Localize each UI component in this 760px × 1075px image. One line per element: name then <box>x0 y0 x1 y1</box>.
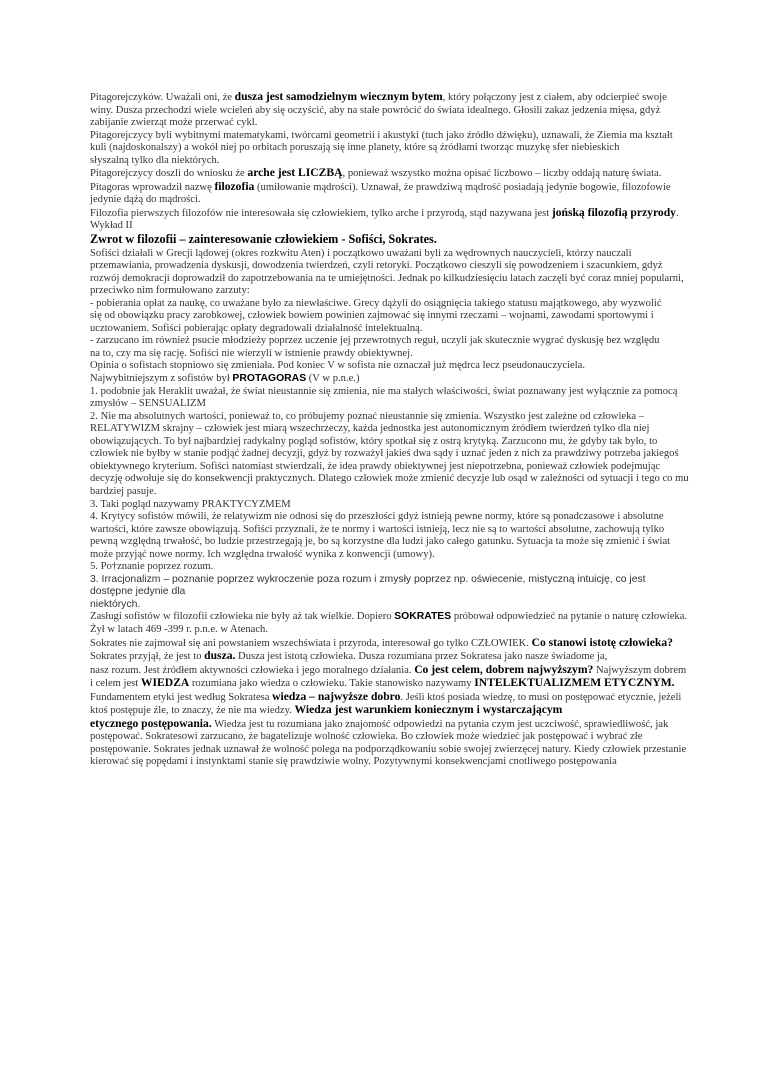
bold-term-ethical-intellectualism: INTELEKTUALIZMEM ETYCZNYM. <box>474 676 675 690</box>
text-run: (umiłowanie mądrości). Uznawał, że prawdziwą mądrość posiadają jedynie bogowie, filozofowie <box>254 181 671 193</box>
paragraph-philosophy-name <box>90 181 690 207</box>
text-run: niektórych. <box>90 598 141 610</box>
paragraph-protagoras <box>90 373 690 386</box>
text-run: Pitagorejczyków. Uważali oni, że <box>90 92 235 103</box>
text-run: winy. Dusza przechodzi wiele wcieleń aby się oczyścić, aby na stałe powrócić do świata idealnego. Głosili zakaz jedzenia mięsa, gdyż <box>90 104 661 116</box>
text-run: - pobierania opłat za naukę, co uważane było za niewłaściwe. Grecy dążyli do osiągnięcia takiego statusu majątkowego, aby wyzwolić <box>90 297 662 309</box>
list-item-relativism: 2. Nie ma absolutnych wartości, ponieważ to, co próbujemy poznać nieustannie się zmienia. Wszystko jest zależne od człowieka – RELATYWIZM skrajny – człowiek jest miarą wszechrzeczy, każda jednostka jest autonomicznym źródłem twierdzeń tylko dla niej obowiązujących. To był najbardziej radykalny pogląd sofistów, który spotkał się z ostrą krytyką. Zarzucono mu, że gdyby tak było, to człowiek nie byłby w stanie podjąć żadnej decyzji, gdyż by rozważył jakieś dwa sądy i uznać jeden z nich za prawdziwy potrzeba jakiegoś obiektywnego kryterium. Sofiści natomiast stwierdzali, że idea prawdy obiektywnej jest niepotrzebna, ponieważ człowiek podejmując decyzję odwołuje się do konsekwencji praktycznych. Dlatego człowiek może zmienić decyzje lub osąd w zależności od sytuacji i tego co mu bardziej pasuje. <box>90 410 689 497</box>
paragraph-socrates-intro <box>90 611 690 636</box>
text-run: , który połączony jest z ciałem, aby odcierpieć swoje <box>442 92 667 103</box>
paragraph-ionian-philosophy <box>90 207 690 221</box>
bold-term-protagoras: PROTAGORAS <box>232 373 307 385</box>
text-run: próbował odpowiedzieć na pytanie o naturę człowieka. Żył w latach 469 -399 r. p.n.e. w Atenach. <box>90 611 688 635</box>
text-run: Najwyższym dobrem i celem jest <box>90 664 687 690</box>
bold-term-philosophy: filozofia <box>214 179 255 193</box>
list-item-sensualism: 1. podobnie jak Heraklit uważał, że świat nieustannie się zmienia, nie ma stałych właściwości, świat poznawany jest wyłącznie za pomocą zmysłów – SENSUALIZM <box>90 385 678 410</box>
text-run: Pitagorejczycy doszli do wniosku że <box>90 168 248 180</box>
list-item-irrationalism <box>90 574 690 612</box>
list-item-practicism: 3. Taki pogląd nazywamy PRAKTYCYZMEM <box>90 498 291 510</box>
text-run: Zasługi sofistów w filozofii człowieka nie były aż tak wielkie. Dopiero <box>90 611 395 623</box>
text-run: na to, czy ma się rację. Sofiści nie wierzyli w istnienie prawdy obiektywnej. <box>90 347 413 359</box>
text-run: słyszalną tylko dla niektórych. <box>90 154 220 166</box>
bold-term-knowledge-condition: Wiedza jest warunkiem koniecznym i wystarczającym <box>294 703 563 717</box>
bold-term-ionian: jońską filozofią przyrody <box>551 205 676 219</box>
text-run: Sokrates nie zajmował się ani powstaniem wszechświata i przyroda, interesował go tylko CZŁOWIEK. <box>90 637 532 649</box>
bold-term-soul: dusza jest samodzielnym wiecznym bytem <box>234 90 443 103</box>
text-run: rozumiana jako wiedza o człowieku. Takie stanowisko nazywamy <box>189 678 475 690</box>
text-run: Wiedza jest tu rozumiana jako znajomość odpowiedzi na pytania czym jest uczciwość, sprawiedliwość, jak <box>211 718 669 730</box>
list-item-critics: 4. Krytycy sofistów mówili, że relatywizm nie odnosi się do przeszłości gdyż istnieją pewne normy, które są ponadczasowe i absolutne wartości, które zawsze obowiązują. Sofiści przyznali, że te normy i wartości istnieją, lecz nie są to wartości absolutne, zachowują tylko pewną względną trwałość, bo ludzie przestrzegają je, bo są korzystne dla ludzi jako całego gatunku. Sytuacja ta może się zmienić i świat może przyjąć nowe normy. Ich względna trwałość wynika z konwencji (umowy). <box>90 511 671 560</box>
text-run: 3. Irracjonalizm – poznanie poprzez wykroczenie poza rozum i zmysły poprzez np. oświecenie, mistyczną intuicję, co jest dostępne jedynie dla <box>90 573 646 598</box>
bold-term-soul: dusza. <box>204 649 236 663</box>
text-run: , ponieważ wszystko można opisać liczbowo – liczby oddają naturę świata. <box>342 168 662 180</box>
paragraph-pythagoreans-soul <box>90 91 690 130</box>
text-run: Filozofia pierwszych filozofów nie interesowała się człowiekiem, tylko arche i przyrodą, stąd nazywana jest <box>90 207 552 219</box>
bold-term-arche: arche jest LICZBĄ <box>247 166 343 180</box>
text-run: rozwój demokracji doprowadził do zapotrzebowania na te umiejętności. Jednak po kilkudziesięciu latach zaczęli być coraz mniej popularni, przeciwko nim formułowano zarzuty: <box>90 272 684 297</box>
text-run: zabijanie zwierząt może przerwać cykl. <box>90 117 258 129</box>
text-run: Fundamentem etyki jest według Sokratesa <box>90 691 273 703</box>
paragraph-pythagoreans-math <box>90 130 690 168</box>
text-run: postępować. Sokratesowi zarzucano, że bagatelizuje wolność człowieka. Bo człowiek może wiedzieć jak postępować i wybrać złe postępowanie. Sokrates jednak uznawał że wolność polega na podporządkowaniu sobie swojej zwierzęcej natury. Kiedy człowiek przestanie kierować się popędami i instynktami stanie się prawdziwie wolny. Pozytywnymi konsekwencjami cnotliwego postępowania <box>90 731 687 768</box>
text-run: Pitagorejczycy byli wybitnymi matematykami, twórcami geometrii i akustyki (tuch jako źródło dźwięku), uznawali, że Ziemia ma kształt kuli (najdoskonalszy) a wokół niej po orbitach poruszają się inne planety, które są źródłami tworząc muzykę sfer niebieskich <box>90 129 673 154</box>
text-run: Dusza jest istotą człowieka. Dusza rozumiana przez Sokratesa jako nasze świadome ja, <box>235 651 608 663</box>
bold-term-ethical-conduct: etycznego postępowania. <box>90 716 212 730</box>
text-run: Pitagoras wprowadził nazwę <box>90 181 215 193</box>
text-run: się od obowiązku pracy zarobkowej, człowiek bowiem powinien zajmować się innymi rzeczami – wojnami, zawodami sportowymi i <box>90 310 654 322</box>
text-run: ucztowaniem. Sofiści pobierając opłaty degradowali działalność intelektualną. <box>90 322 423 334</box>
bold-term-knowledge-highest-good: wiedza – najwyższe dobro <box>272 689 401 703</box>
text-run: Sofiści działali w Grecji lądowej (okres rozkwitu Aten) i początkowo uważani byli za wędrownych nauczycieli, którzy nauczali przemawiania, prowadzenia dyskusji, dowodzenia twierdzeń, czyli retoryki. Początkowo cieszyli się powodzeniem i szacunkiem, gdyż <box>90 247 663 272</box>
text-run: - zarzucano im również psucie młodzieży poprzez uczenie jej przewrotnych reguł, uczyli jak skutecznie wygrać dyskusję bez względu <box>90 335 660 347</box>
bold-question-essence: Co stanowi istotę człowieka? <box>531 635 673 649</box>
bold-term-socrates: SOKRATES <box>394 611 452 623</box>
text-run: (V w p.n.e.) <box>306 373 360 385</box>
text-run: Najwybitniejszym z sofistów był <box>90 373 233 385</box>
paragraph-sophists <box>90 248 690 361</box>
list-item-reason: 5. Po†znanie poprzez rozum. <box>90 561 214 573</box>
paragraph-socrates-ethics <box>90 637 690 769</box>
bold-question-highest-good: Co jest celem, dobrem najwyższym? <box>414 662 594 676</box>
text-run: . Jeśli ktoś posiada wiedzę, to musi on postępować etycznie, jeżeli ktoś postępuje źle, to znaczy, że nie ma wiedzy. <box>90 691 682 717</box>
text-run: . <box>675 207 679 219</box>
text-run: jedynie dążą do mądrości. <box>90 194 201 206</box>
text-run: Sokrates przyjął, że jest to <box>90 651 205 663</box>
text-run: nasz rozum. Jest źródłem aktywności człowieka i jego moralnego działania. <box>90 664 415 676</box>
lecture-label: Wykład II <box>90 220 133 232</box>
paragraph-arche-number <box>90 167 690 181</box>
section-heading <box>90 233 690 248</box>
section-heading-text: Zwrot w filozofii – zainteresowanie człowiekiem - Sofiści, Sokrates. <box>90 232 437 247</box>
bold-term-knowledge: WIEDZA <box>140 676 190 690</box>
paragraph-sophists-opinion: Opinia o sofistach stopniowo się zmieniała. Pod koniec V w sofista nie oznaczał już mędrca lecz pseudonauczyciela. <box>90 360 585 372</box>
